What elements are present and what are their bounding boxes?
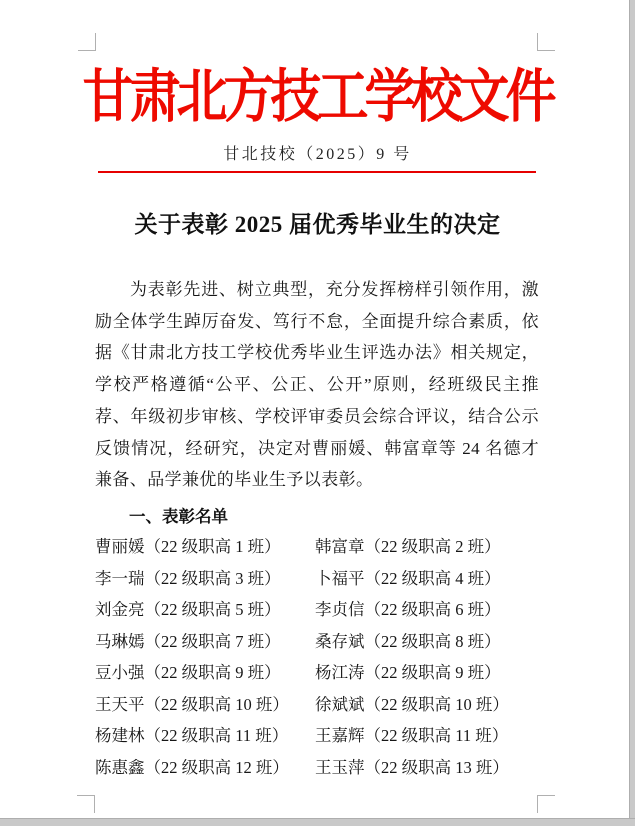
honor-list (95, 531, 545, 783)
honoree-entry: 李一瑞（22 级职高 3 班） (95, 568, 281, 588)
document-title: 关于表彰 2025 届优秀毕业生的决定 (134, 212, 501, 237)
red-divider-line (98, 171, 536, 173)
margin-crop-mark-bottom-right (537, 795, 555, 813)
honoree-entry: 王天平（22 级职高 10 班） (95, 694, 289, 714)
honoree-entry: 王嘉辉（22 级职高 11 班） (315, 726, 509, 745)
honor-list-row (95, 563, 545, 595)
body-paragraph: 为表彰先进、树立典型，充分发挥榜样引领作用，激励全体学生踔厉奋发、笃行不怠，全面提升综合素质，依据《甘肃北方技工学校优秀毕业生评选办法》相关规定，学校严格遵循“公平、公正、公开”原则，经班级民主推荐、年级初步审核、学校评审委员会综合评议，结合公示反馈情况，经研究，决定对曹丽媛、韩富章等 24 名德才兼备、品学兼优的毕业生予以表彰。 (95, 280, 539, 490)
document-number: 甘北技校（2025）9 号 (223, 146, 412, 163)
honoree-entry: 豆小强（22 级职高 9 班） (95, 663, 281, 682)
honoree-entry: 马琳嫣（22 级职高 7 班） (95, 631, 281, 651)
section-heading-honor-list: 一、表彰名单 (129, 508, 228, 526)
honoree-entry: 韩富章（22 级职高 2 班） (315, 537, 501, 556)
honor-list-row (95, 531, 545, 563)
honoree-entry: 桑存斌（22 级职高 8 班） (315, 631, 501, 651)
page-edge-right (629, 0, 635, 826)
honoree-entry: 李贞信（22 级职高 6 班） (315, 600, 501, 619)
honoree-entry: 徐斌斌（22 级职高 10 班） (315, 694, 509, 714)
honor-list-row (95, 720, 545, 752)
honoree-entry: 王玉萍（22 级职高 13 班） (315, 757, 509, 777)
honor-list-row (95, 752, 545, 784)
honoree-entry: 卜福平（22 级职高 4 班） (315, 568, 501, 588)
honoree-entry: 杨建林（22 级职高 11 班） (95, 726, 289, 745)
page-edge-bottom (0, 818, 635, 826)
margin-crop-mark-top-left (78, 33, 96, 51)
honoree-entry: 刘金亮（22 级职高 5 班） (95, 600, 281, 619)
margin-crop-mark-bottom-left (77, 795, 95, 813)
document-masthead: 甘肃北方技工学校文件 (82, 66, 553, 130)
honoree-entry: 曹丽媛（22 级职高 1 班） (95, 537, 281, 556)
honor-list-row (95, 689, 545, 721)
honor-list-row (95, 657, 545, 689)
honoree-entry: 陈惠鑫（22 级职高 12 班） (95, 757, 289, 777)
margin-crop-mark-top-right (537, 33, 555, 51)
honor-list-row (95, 626, 545, 658)
honor-list-row (95, 594, 545, 626)
honoree-entry: 杨江涛（22 级职高 9 班） (315, 663, 501, 682)
